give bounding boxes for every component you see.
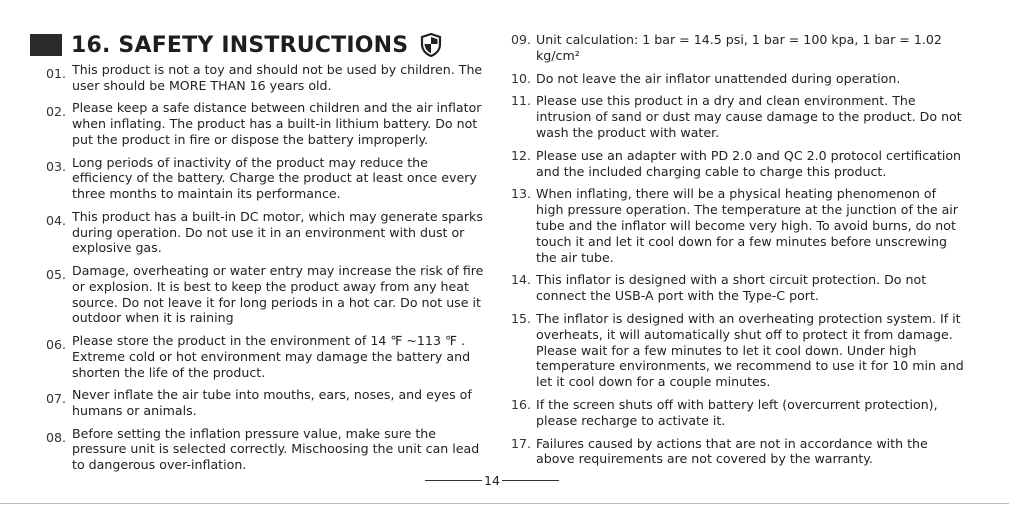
instruction-text: Long periods of inactivity of the product may reduce the efficiency of the battery. Charge the product at least once every three months to maintain its performance. (72, 154, 477, 202)
page-footer (425, 473, 559, 488)
instruction-text: Before setting the inflation pressure value, make sure the pressure unit is selected correctly. Mischoosing the unit can lead to dangerous over-inflation. (72, 425, 480, 473)
instruction-number: 11. (511, 93, 532, 109)
instruction-item (511, 148, 966, 180)
instruction-number: 12. (511, 147, 532, 163)
right-column (511, 32, 966, 474)
instruction-item (46, 100, 486, 147)
instruction-text: Failures caused by actions that are not in accordance with the above requirements are not covered by the warranty. (536, 435, 928, 467)
instruction-number: 16. (511, 396, 532, 412)
shield-icon (420, 33, 442, 57)
instruction-number: 06. (46, 336, 67, 352)
instruction-text: When inflating, there will be a physical heating phenomenon of high pressure operation. The temperature at the junction of the air tube and the inflator will become very high. To avoid burns, do not touch it and let it cool down for a few minutes before unscrewing the air tube. (536, 186, 958, 265)
instruction-number: 04. (46, 212, 67, 228)
instruction-number: 02. (46, 104, 67, 120)
instruction-item (46, 387, 486, 419)
footer-rule-left (425, 480, 482, 481)
instruction-item (511, 272, 966, 304)
instruction-number: 01. (46, 66, 67, 81)
instruction-number: 17. (511, 435, 532, 451)
instruction-number: 05. (46, 266, 67, 282)
instruction-item (46, 333, 486, 380)
footer-rule-right (502, 480, 559, 481)
instruction-text: Please use an adapter with PD 2.0 and QC 2.0 protocol certification and the included charging cable to charge this product. (536, 147, 962, 179)
instruction-text: Unit calculation: 1 bar = 14.5 psi, 1 bar = 100 kpa, 1 bar = 1.02 kg/cm² (536, 32, 942, 63)
instruction-item (46, 62, 486, 94)
page-number: 14 (484, 473, 501, 488)
instruction-text: This product has a built-in DC motor, which may generate sparks during operation. Do not use it in an environment with dust or explosive gas. (72, 208, 483, 256)
instruction-item (46, 263, 486, 326)
instruction-item (511, 186, 966, 265)
instruction-item (511, 93, 966, 140)
instruction-text: Please use this product in a dry and clean environment. The intrusion of sand or dust may cause damage to the product. Do not wash the product with water. (536, 93, 962, 140)
instruction-text: Do not leave the air inflator unattended during operation. (536, 70, 901, 86)
instruction-number: 10. (511, 70, 532, 86)
instruction-number: 13. (511, 186, 532, 202)
instruction-text: Damage, overheating or water entry may increase the risk of fire or explosion. It is best to keep the product away from any heat source. Do not leave it for long periods in a hot car. Do not use it outdoor when it is raining (72, 262, 484, 326)
instruction-text: Please keep a safe distance between children and the air inflator when inflating. The product has a built-in lithium battery. Do not put the product in fire or dispose the battery improperly. (72, 100, 482, 147)
instruction-item (46, 209, 486, 256)
instruction-number: 08. (46, 429, 67, 445)
instruction-text: If the screen shuts off with battery left (overcurrent protection), please recharge to activate it. (536, 396, 938, 428)
instruction-item (46, 155, 486, 202)
instruction-text: This product is not a toy and should not be used by children. The user should be MORE THAN 16 years old. (72, 62, 483, 93)
section-title: 16. SAFETY INSTRUCTIONS (71, 32, 409, 58)
left-column (46, 62, 486, 480)
section-heading (30, 32, 442, 58)
instruction-text: Never inflate the air tube into mouths, ears, noses, and eyes of humans or animals. (72, 387, 472, 418)
instruction-text: The inflator is designed with an overheating protection system. If it overheats, it will automatically shut off to protect it from damage. Please wait for a few minutes to let it cool down. Under high temperature environments, we recommend to use it for 10 min and let it cool down for a couple minutes. (536, 310, 964, 390)
instruction-item (511, 71, 966, 87)
instruction-item (511, 32, 966, 64)
instruction-item (511, 311, 966, 390)
instruction-number: 09. (511, 32, 532, 47)
instruction-item (511, 436, 966, 468)
instruction-number: 14. (511, 272, 532, 288)
instruction-text: Please store the product in the environment of 14 ℉ ~113 ℉ . Extreme cold or hot environment may damage the battery and shorten the life of the product. (72, 332, 471, 380)
instruction-number: 07. (46, 391, 67, 407)
instruction-item (511, 397, 966, 429)
heading-bar (30, 34, 62, 56)
instruction-text: This inflator is designed with a short circuit protection. Do not connect the USB-A port with the Type-C port. (536, 272, 927, 304)
bottom-divider (0, 503, 1009, 504)
instruction-number: 15. (511, 310, 532, 326)
instruction-item (46, 426, 486, 473)
instruction-number: 03. (46, 158, 67, 174)
